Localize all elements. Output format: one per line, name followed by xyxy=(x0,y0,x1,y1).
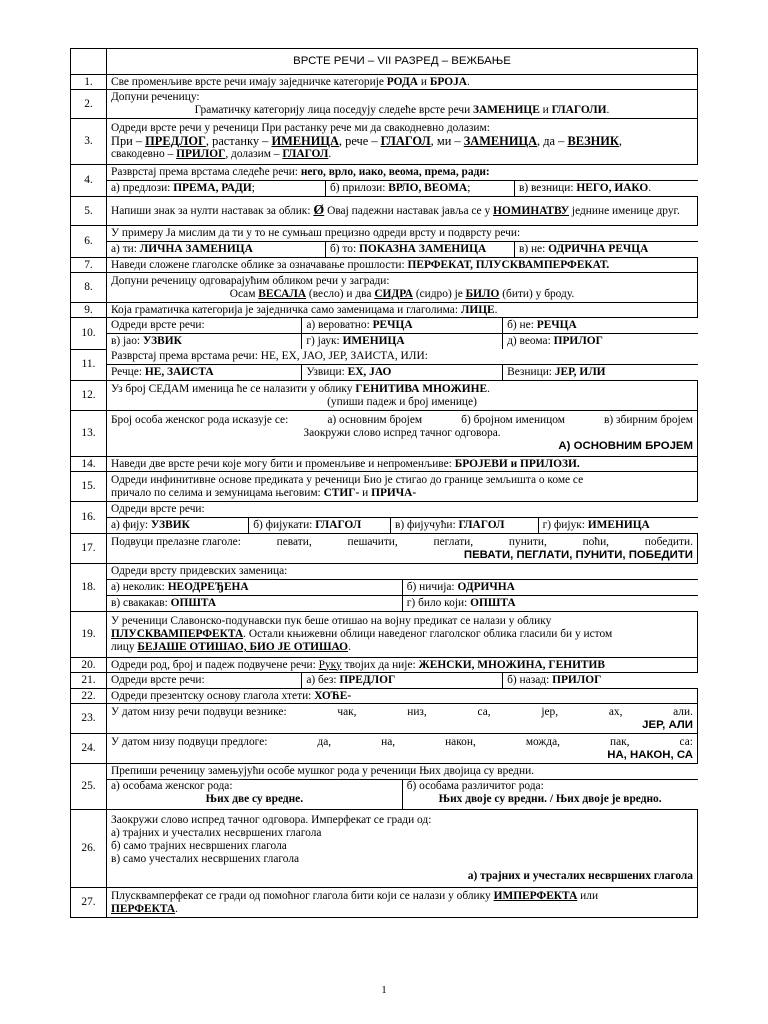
question-row: 6. У примеру Ја мислим да ти у то не сумњаш прецизно одреди врсту и подврсту речи: а) ти: ЛИЧНА ЗАМЕНИЦА б) то: ПОКАЗНА ЗАМЕНИЦА в) не: ОДРИЧНА РЕЧЦА xyxy=(71,226,698,258)
question-text: Све променљиве врсте речи имају заједничке категорије РОДА и БРОЈА. xyxy=(107,75,698,90)
answer: а) трајних и учесталих несвршених глагола xyxy=(467,870,693,882)
question-row xyxy=(71,704,698,734)
question-number: 10. xyxy=(71,318,107,350)
question-text: Одреди презентску основу глагола хтети: ХОЋЕ- xyxy=(107,689,698,704)
question-text: Подвуци прелазне глаголе: певати, пешачити, пеглати, пунити, поћи, победити. ПЕВАТИ, ПЕГЛАТИ, ПУНИТИ, ПОБЕДИТИ xyxy=(107,534,698,564)
answer: ЈЕР, АЛИ xyxy=(642,718,693,731)
question-text: У примеру Ја мислим да ти у то не сумњаш прецизно одреди врсту и подврсту речи: xyxy=(111,227,521,239)
question-text: Број особа женског рода исказује се: а) основним бројем б) бројном именицом в) збирним бројем Заокружи слово испред тачног одговора. А) ОСНОВНИМ БРОЈЕМ xyxy=(107,411,698,457)
question-row xyxy=(71,197,698,226)
question-text: Која граматичка категорија је заједничка само заменицама и глаголима: ЛИЦЕ. xyxy=(107,303,698,318)
page-title: ВРСТЕ РЕЧИ – VII РАЗРЕД – ВЕЖБАЊЕ xyxy=(107,49,698,75)
question-row xyxy=(71,734,698,764)
question-number: 27. xyxy=(71,888,107,918)
question-row: 11. Разврстај према врстама речи: НЕ, ЕХ, ЈАО, ЈЕР, ЗАИСТА, ИЛИ: Речце: НЕ, ЗАИСТА Узвици: ЕХ, ЈАО Везници: ЈЕР, ИЛИ xyxy=(71,349,698,381)
question-number: 25. xyxy=(71,764,107,810)
question-text: Одреди врсте речи: xyxy=(111,674,205,686)
answer: Њих двоје су вредни. / Њих двоје је вредно. xyxy=(438,793,662,805)
question-number: 9. xyxy=(71,303,107,318)
question-number: 2. xyxy=(71,90,107,119)
question-row: 18. Одреди врсту придевских заменица: а) неколик: НЕОДРЕЂЕНА б) ничија: ОДРИЧНА в) свакакав: ОПШТА г) било који: ОПШТА xyxy=(71,564,698,612)
question-number: 8. xyxy=(71,273,107,303)
question-number: 17. xyxy=(71,534,107,564)
question-row xyxy=(71,273,698,303)
question-row xyxy=(71,303,698,318)
question-row xyxy=(71,689,698,704)
question-row xyxy=(71,472,698,502)
question-row xyxy=(71,612,698,658)
question-row xyxy=(71,90,698,119)
answer: ПЕВАТИ, ПЕГЛАТИ, ПУНИТИ, ПОБЕДИТИ xyxy=(463,548,693,561)
question-text: Одреди врсте речи: xyxy=(111,319,205,331)
question-number: 19. xyxy=(71,612,107,658)
question-number: 13. xyxy=(71,411,107,457)
question-text: Одреди врсте речи у реченици При растанку рече ми да свакодневно долазим: При – ПРЕДЛОГ, растанку – ИМЕНИЦА, рече – ГЛАГОЛ, ми – ЗАМЕНИЦА, да – ВЕЗНИК, свакодевно – ПРИЛОГ, долазим – ГЛАГОЛ. xyxy=(107,119,698,165)
question-row xyxy=(71,75,698,90)
answer: НА, НАКОН, СА xyxy=(607,748,693,761)
question-text: Разврстај према врстама следеће речи: него, врло, иако, веома, према, ради: xyxy=(111,166,490,178)
question-number: 15. xyxy=(71,472,107,502)
question-text: У датом низу подвуци предлоге: да, на, након, можда, пак, са: НА, НАКОН, СА xyxy=(107,734,698,764)
question-text: Допуни реченицу одговарајућим обликом речи у загради: Осам ВЕСАЛА (весло) и два СИДРА (сидро) је БИЛО (бити) у броду. xyxy=(107,273,698,303)
question-text: Одреди врсту придевских заменица: xyxy=(111,565,288,577)
question-text: Уз број СЕДАМ именица ће се налазити у облику ГЕНИТИВА МНОЖИНЕ. (упиши падеж и број именице) xyxy=(107,381,698,411)
page-number: 1 xyxy=(381,984,387,996)
question-number: 3. xyxy=(71,119,107,165)
question-text: Разврстај према врстама речи: НЕ, ЕХ, ЈАО, ЈЕР, ЗАИСТА, ИЛИ: xyxy=(111,350,428,362)
question-row xyxy=(71,810,698,888)
question-row: 10. Одреди врсте речи: а) вероватно: РЕЧЦА б) не: РЕЧЦА в) јао: УЗВИК г) јаук: ИМЕНИЦА д) веома: ПРИЛОГ xyxy=(71,318,698,350)
question-row xyxy=(71,888,698,918)
question-number: 26. xyxy=(71,810,107,888)
question-number: 6. xyxy=(71,226,107,258)
question-text: Одреди инфинитивне основе предиката у реченици Био је стигао до границе земљишта о коме се причало по селима и земуницама његовим: СТИГ- и ПРИЧА- xyxy=(107,472,698,502)
question-text: Наведи сложене глаголске облике за означавање прошлости: ПЕРФЕКАТ, ПЛУСКВАМПЕРФЕКАТ. xyxy=(107,258,698,273)
question-number: 11. xyxy=(71,349,107,381)
question-row xyxy=(71,381,698,411)
question-row: 4. Разврстај према врстама следеће речи: него, врло, иако, веома, према, ради: а) предлози: ПРЕМА, РАДИ; б) прилози: ВРЛО, ВЕОМА; в) везници: НЕГО, ИАКО. xyxy=(71,165,698,197)
question-text: Препиши реченицу замењујући особе мушког рода у реченици Њих двојица су вредни. xyxy=(111,765,535,777)
question-row xyxy=(71,411,698,457)
question-text: У датом низу речи подвуци везнике: чак, низ, са, јер, ах, али. ЈЕР, АЛИ xyxy=(107,704,698,734)
question-row xyxy=(71,658,698,673)
question-number: 21. xyxy=(71,673,107,689)
answer: А) ОСНОВНИМ БРОЈЕМ xyxy=(558,440,693,452)
question-number: 18. xyxy=(71,564,107,612)
question-row: 16. Одреди врсте речи: а) фију: УЗВИК б) фијукати: ГЛАГОЛ в) фијучући: ГЛАГОЛ г) фијук: ИМЕНИЦА xyxy=(71,502,698,534)
question-row xyxy=(71,258,698,273)
exercise-table xyxy=(70,48,698,918)
question-text: Напиши знак за нулти наставак за облик: Ø Овај падежни наставак јавља се у НОМИНАТВУ једнине именице друг. xyxy=(107,197,698,226)
question-text: Допуни реченицу: Граматичку категорију лица поседују следеће врсте речи ЗАМЕНИЦЕ и ГЛАГОЛИ. xyxy=(107,90,698,119)
question-number: 22. xyxy=(71,689,107,704)
question-number: 24. xyxy=(71,734,107,764)
question-number: 12. xyxy=(71,381,107,411)
question-number: 4. xyxy=(71,165,107,197)
question-number: 5. xyxy=(71,197,107,226)
question-row xyxy=(71,457,698,472)
answer: Њих две су вредне. xyxy=(205,793,304,805)
question-number: 23. xyxy=(71,704,107,734)
question-text: Наведи две врсте речи које могу бити и променљиве и непроменљиве: БРОЈЕВИ и ПРИЛОЗИ. xyxy=(107,457,698,472)
question-text: Одреди врсте речи: xyxy=(111,503,205,515)
question-number: 20. xyxy=(71,658,107,673)
question-row: 25. Препиши реченицу замењујући особе мушког рода у реченици Њих двојица су вредни. а) особама женског рода: Њих две су вредне. б) особама различитог рода: Њих двоје су вредни. / Њих двоје је вредно. xyxy=(71,764,698,810)
question-number: 7. xyxy=(71,258,107,273)
worksheet xyxy=(70,48,698,918)
question-row xyxy=(71,119,698,165)
question-number: 1. xyxy=(71,75,107,90)
question-number: 16. xyxy=(71,502,107,534)
question-text: Плусквамперфекат се гради од помоћног глагола бити који се налази у облику ИМПЕРФЕКТА или ПЕРФЕКТА. xyxy=(107,888,698,918)
question-number: 14. xyxy=(71,457,107,472)
question-text: У реченици Славонско-подунавски пук беше отишао на војну предикат се налази у облику ПЛУСКВАМПЕРФЕКТА. Остали књижевни облици наведеног глаголског облика гласили би у истом лицу БЕЈАШЕ ОТИШАО, БИО ЈЕ ОТИШАО. xyxy=(107,612,698,658)
question-row xyxy=(71,534,698,564)
question-row: 21. Одреди врсте речи: а) без: ПРЕДЛОГ б) назад: ПРИЛОГ xyxy=(71,673,698,689)
question-text: Заокружи слово испред тачног одговора. Имперфекат се гради од: а) трајних и учесталих несвршених глагола б) само трајних несвршених глагола в) само учесталих несвршених глагола а) трајних и учесталих несвршених глагола xyxy=(107,810,698,888)
question-text: Одреди род, број и падеж подвучене речи: Руку твојих да није: ЖЕНСКИ, МНОЖИНА, ГЕНИТИВ xyxy=(107,658,698,673)
title-row xyxy=(71,49,698,75)
